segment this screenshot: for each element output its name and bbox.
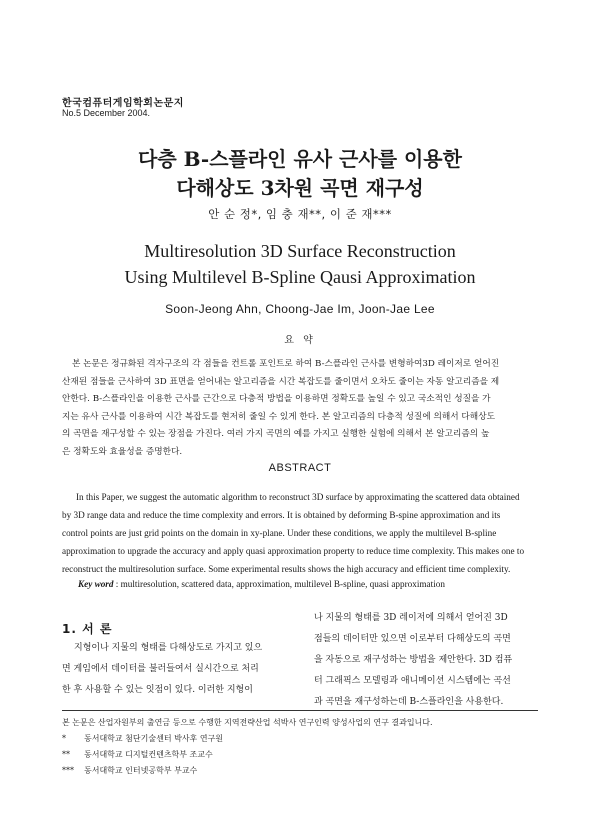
body-column-right (314, 608, 538, 713)
journal-name: 한국컴퓨터게임학회논문지 (62, 98, 184, 109)
abstract-korean-line: 지는 유사 근사를 이용하여 시간 복잡도를 현저히 줄일 수 있게 한다. 본 알고리즘의 다층적 성질에 의해서 다해상도 (62, 411, 495, 422)
section-heading-introduction: 1. 서 론 (62, 622, 113, 636)
body-line: 면 게임에서 데이터를 불러들여서 실시간으로 처리 (62, 664, 259, 674)
footnote-text: 본 논문은 산업자원부의 출연금 등으로 수행한 지역전략산업 석박사 연구인력 양성사업의 연구 결과입니다. (62, 718, 433, 727)
abstract-korean-line: 의 곡면을 재구성할 수 있는 장점을 가진다. 여러 가지 곡면의 예를 가지고 실행한 실험에 의해서 본 알고리즘의 높 (62, 429, 490, 440)
abstract-english-line: In this Paper, we suggest the automatic algorithm to reconstruct 3D surface by approximating the scattered data obtained (76, 492, 520, 502)
footnote-item (62, 715, 538, 731)
authors-english: Soon-Jeong Ahn, Choong-Jae Im, Joon-Jae Lee (165, 302, 435, 316)
title-korean-line-1: 다층 B-스플라인 유사 근사를 이용한 (138, 147, 462, 171)
abstract-english (62, 488, 538, 578)
keywords-text: : multiresolution, scattered data, approximation, multilevel B-spline, quasi approximation (115, 579, 445, 589)
footnote-mark: ** (62, 750, 70, 759)
footnote-mark: *** (62, 766, 74, 775)
abstract-english-line: approximation to upgrade the accuracy and apply quasi approximation property to reduce time complexity. This makes one to (62, 546, 525, 556)
footnote-item (62, 731, 538, 747)
footnote-text: 동서대학교 인터넷공학부 부교수 (84, 766, 198, 775)
abstract-english-heading: ABSTRACT (268, 462, 332, 474)
abstract-english-line: reconstruct the multiresolution surface. Some experimental results shows the high accuracy and efficient time complexity. (62, 564, 511, 574)
footnote-divider (62, 710, 538, 711)
footnote-mark: * (62, 734, 66, 743)
keywords-label: Key word (78, 579, 114, 589)
authors-korean: 안 순 정*, 임 충 재**, 이 준 재*** (208, 207, 392, 221)
footnote-text: 동서대학교 첨단기술센터 박사후 연구원 (84, 734, 224, 743)
title-korean-line-2: 다해상도 3차원 곡면 재구성 (176, 176, 424, 200)
footnote-item (62, 747, 538, 763)
footnotes (62, 715, 538, 779)
abstract-english-line: by 3D range data and reduce the time complexity and errors. It is obtained by deforming B-spine approximation and its (62, 510, 501, 520)
abstract-korean (62, 356, 538, 462)
journal-issue: No.5 December 2004. (62, 108, 151, 118)
title-english-line-2: Using Multilevel B-Spline Qausi Approximation (124, 267, 476, 287)
abstract-korean-line: 안한다. B-스플라인을 이용한 근사를 근간으로 다층적 방법을 이용하면 정확도를 높일 수 있고 국소적인 성질을 가 (62, 394, 491, 405)
body-line: 지형이나 지물의 형태를 다해상도로 가지고 있으 (74, 643, 263, 653)
abstract-korean-line: 본 논문은 정규화된 격자구조의 각 점들을 컨트롤 포인트로 하여 B-스플라인 근사를 변형하여3D 레이저로 얻어진 (72, 359, 500, 369)
title-english-line-1: Multiresolution 3D Surface Reconstruction (144, 241, 456, 261)
footnote-text: 동서대학교 디지털컨텐츠학부 조교수 (84, 750, 213, 759)
body-line: 과 곡면을 재구성하는데 B-스플라인을 사용한다. (314, 697, 504, 707)
footnote-item (62, 763, 538, 779)
abstract-korean-heading: 요 약 (284, 335, 316, 346)
body-line: 점들의 데이터만 있으면 이로부터 다해상도의 곡면 (314, 634, 511, 644)
body-line: 나 지물의 형태를 3D 레이저에 의해서 얻어진 3D (314, 613, 508, 623)
keywords (78, 579, 445, 589)
body-line: 터 그래픽스 모델링과 애니메이션 시스템에는 곡선 (314, 676, 511, 686)
body-line: 한 후 사용할 수 있는 잇점이 있다. 이러한 지형이 (62, 685, 253, 695)
abstract-korean-line: 산재된 점들을 근사하여 3D 표면을 얻어내는 알고리즘을 시간 복잡도를 줄이면서 오차도 줄이는 자동 알고리즘을 제 (62, 376, 500, 387)
abstract-korean-line: 은 정확도와 효율성을 증명한다. (62, 446, 183, 457)
body-line: 을 자동으로 재구성하는 방법을 제안한다. 3D 컴퓨 (314, 655, 513, 665)
abstract-english-line: control points are just grid points on the domain in xy-plane. Under these conditions, we apply the multilevel B-spline (62, 528, 497, 538)
body-column-left (62, 638, 284, 701)
